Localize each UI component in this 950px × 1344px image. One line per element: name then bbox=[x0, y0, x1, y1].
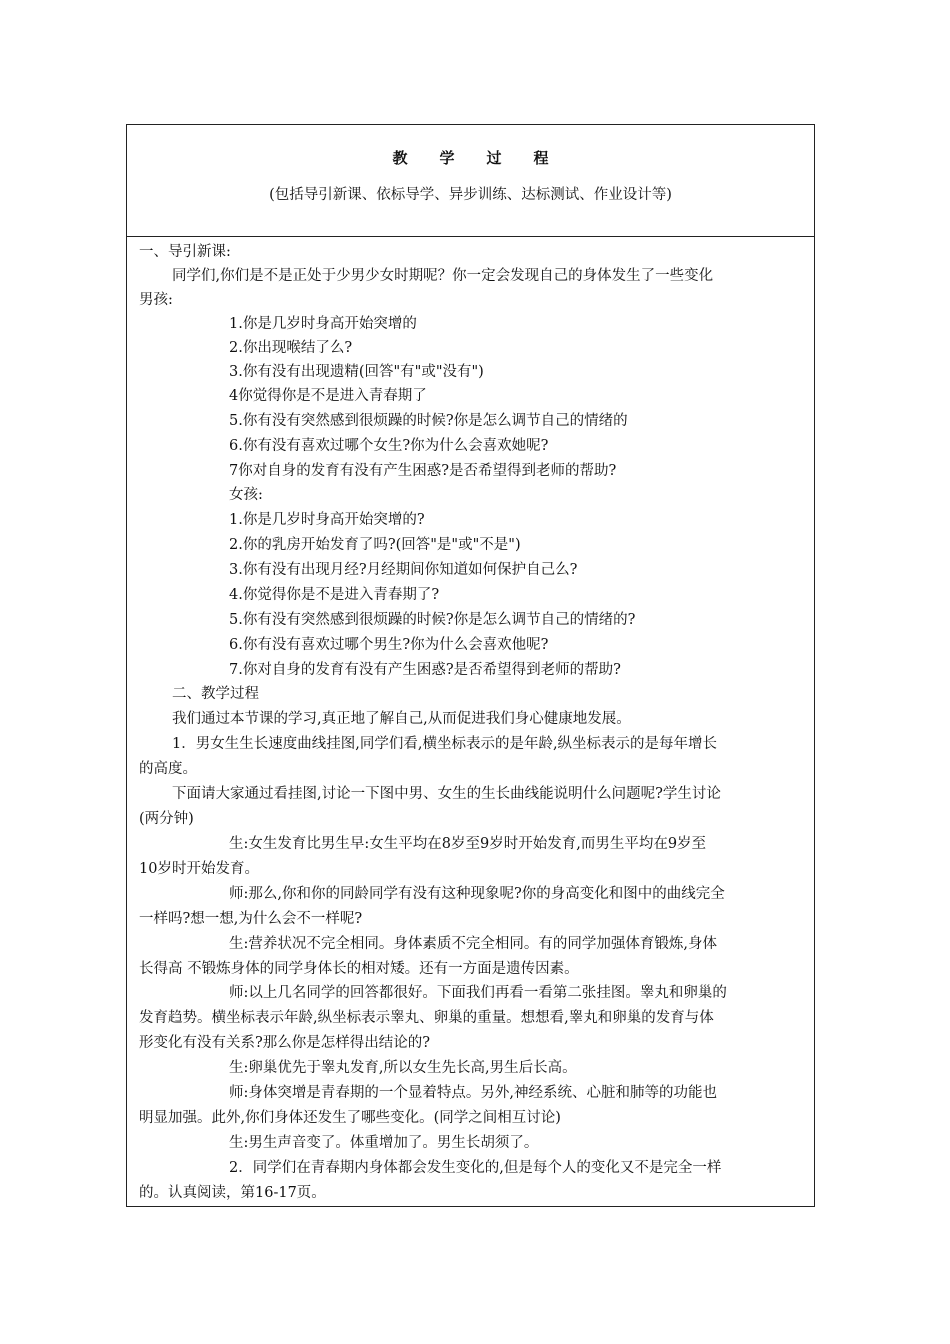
text-line: 5.你有没有突然感到很烦躁的时候?你是怎么调节自己的情绪的? bbox=[229, 612, 636, 628]
text-line: 一、导引新课: bbox=[139, 244, 231, 260]
section-subtitle: (包括导引新课、依标导学、异步训练、达标测试、作业设计等) bbox=[269, 187, 672, 203]
table-header bbox=[127, 125, 814, 237]
text-line: 师:那么,你和你的同龄同学有没有这种现象呢?你的身高变化和图中的曲线完全 bbox=[229, 886, 725, 902]
text-line: 1．男女生生长速度曲线挂图,同学们看,横坐标表示的是年龄,纵坐标表示的是每年增长 bbox=[172, 736, 718, 752]
text-line: 7.你对自身的发育有没有产生困惑?是否希望得到老师的帮助? bbox=[229, 662, 621, 678]
text-line: 我们通过本节课的学习,真正地了解自己,从而促进我们身心健康地发展。 bbox=[172, 711, 631, 727]
text-line: 3.你有没有出现遗精(回答"有"或"没有") bbox=[229, 364, 484, 380]
text-line: 同学们,你们是不是正处于少男少女时期呢？你一定会发现自己的身体发生了一些变化 bbox=[172, 268, 714, 284]
text-line: 2.你出现喉结了么? bbox=[229, 340, 353, 356]
section-title: 教学过程 bbox=[392, 149, 581, 167]
text-line: 1.你是几岁时身高开始突增的? bbox=[229, 512, 425, 528]
text-line: 5.你有没有突然感到很烦躁的时候?你是怎么调节自己的情绪的 bbox=[229, 413, 628, 429]
text-line: 师:身体突增是青春期的一个显着特点。另外,神经系统、心脏和肺等的功能也 bbox=[229, 1085, 717, 1101]
lesson-content bbox=[127, 237, 814, 1206]
text-line: 2.你的乳房开始发育了吗?(回答"是"或"不是") bbox=[229, 537, 521, 553]
text-line: 一样吗?想一想,为什么会不一样呢? bbox=[139, 911, 363, 927]
text-line: (两分钟) bbox=[139, 811, 194, 827]
text-line: 生:男生声音变了。体重增加了。男生长胡须了。 bbox=[229, 1135, 539, 1151]
text-line: 女孩: bbox=[229, 487, 263, 503]
text-line: 3.你有没有出现月经?月经期间你知道如何保护自己么? bbox=[229, 562, 578, 578]
text-line: 男孩: bbox=[139, 292, 173, 308]
text-line: 4.你觉得你是不是进入青春期了? bbox=[229, 587, 440, 603]
text-line: 4你觉得你是不是进入青春期了 bbox=[229, 388, 427, 404]
text-line: 10岁时开始发育。 bbox=[139, 861, 259, 877]
text-line: 下面请大家通过看挂图,讨论一下图中男、女生的生长曲线能说明什么问题呢?学生讨论 bbox=[172, 786, 721, 802]
text-line: 的高度。 bbox=[139, 761, 197, 777]
text-line: 6.你有没有喜欢过哪个女生?你为什么会喜欢她呢? bbox=[229, 438, 549, 454]
text-line: 生:卵巢优先于睾丸发育,所以女生先长高,男生后长高。 bbox=[229, 1060, 577, 1076]
text-line: 生:营养状况不完全相同。身体素质不完全相同。有的同学加强体育锻炼,身体 bbox=[229, 936, 717, 952]
text-line: 6.你有没有喜欢过哪个男生?你为什么会喜欢他呢? bbox=[229, 637, 549, 653]
text-line: 发育趋势。横坐标表示年龄,纵坐标表示睾丸、卵巢的重量。想想看,睾丸和卵巢的发育与体 bbox=[139, 1010, 714, 1026]
text-line: 2．同学们在青春期内身体都会发生变化的,但是每个人的变化又不是完全一样 bbox=[229, 1160, 722, 1176]
text-line: 7你对自身的发育有没有产生困惑?是否希望得到老师的帮助? bbox=[229, 463, 617, 479]
text-line: 的。认真阅读，第16-17页。 bbox=[139, 1185, 326, 1201]
text-line: 师:以上几名同学的回答都很好。下面我们再看一看第二张挂图。睾丸和卵巢的 bbox=[229, 985, 727, 1001]
text-line: 生:女生发育比男生早:女生平均在8岁至9岁时开始发育,而男生平均在9岁至 bbox=[229, 836, 707, 852]
text-line: 明显加强。此外,你们身体还发生了哪些变化。(同学之间相互讨论) bbox=[139, 1110, 561, 1126]
text-line: 二、教学过程 bbox=[172, 686, 259, 702]
text-line: 1.你是几岁时身高开始突增的 bbox=[229, 316, 417, 332]
lesson-table bbox=[126, 124, 815, 1207]
text-line: 长得高 不锻炼身体的同学身体长的相对矮。还有一方面是遗传因素。 bbox=[139, 961, 579, 977]
text-line: 形变化有没有关系?那么你是怎样得出结论的? bbox=[139, 1035, 431, 1051]
